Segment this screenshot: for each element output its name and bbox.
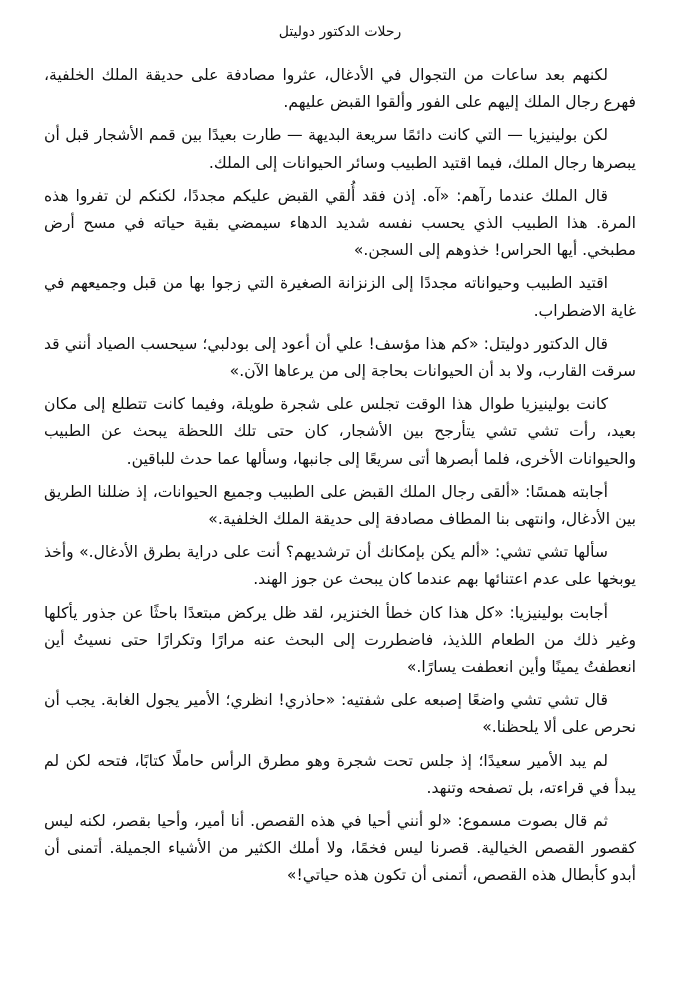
running-head: رحلات الدكتور دوليتل <box>278 24 402 40</box>
paragraph: لكن بولينيزيا — التي كانت دائمًا سريعة البديهة — طارت بعيدًا بين قمم الأشجار قبل أن يبصرها رجال الملك، فيما اقتيد الطبيب وسائر الحيوانات إلى الملك. <box>44 126 636 172</box>
paragraph: كانت بولينيزيا طوال هذا الوقت تجلس على شجرة طويلة، وفيما كانت تتطلع إلى مكان بعيد، رأت تشي تشي يتأرجح بين الأشجار، كان حتى تلك اللحظة يبحث عن الطبيب والحيوانات الأخرى، فلما أبصرها أتى سريعًا إلى جانبها، وسألها عما حدث للباقين. <box>44 395 636 468</box>
body-text <box>44 62 636 890</box>
paragraph: لكنهم بعد ساعات من التجوال في الأدغال، عثروا مصادفة على حديقة الملك الخلفية، فهرع رجال الملك إليهم على الفور وألقوا القبض عليهم. <box>44 66 636 112</box>
paragraph: أجابت بولينيزيا: «كل هذا كان خطأ الخنزير، لقد ظل يركض مبتعدًا باحثًا عن جذور يأكلها وغير ذلك من الطعام اللذيذ، فاضطررت إلى البحث عنه مرارًا وتكرارًا حتى نسيتُ أين انعطفتُ يمينًا وأين انعطفت يسارًا.» <box>44 603 636 677</box>
paragraph: ثم قال بصوت مسموع: «لو أنني أحيا في هذه القصص. أنا أمير، وأحيا بقصر، لكنه ليس كقصور القصص الخيالية. قصرنا ليس فخمًا، ولا أملك الكثير من الأشياء الجميلة. أتمنى أن أبدو كأبطال هذه القصص، أتمنى أن تكون هذه حياتي!» <box>44 812 636 885</box>
paragraph: قال تشي تشي واضعًا إصبعه على شفتيه: «حاذري! انظري؛ الأمير يجول الغابة. يجب أن نحرص على ألا يلحظنا.» <box>44 691 636 737</box>
paragraph: قال الدكتور دوليتل: «كم هذا مؤسف! علي أن أعود إلى بودلبي؛ سيحسب الصياد أنني قد سرقت القارب، ولا بد أن الحيوانات بحاجة إلى من يرعاها الآن.» <box>44 334 636 381</box>
paragraph: سألها تشي تشي: «ألم يكن بإمكانك أن ترشديهم؟ أنت على دراية بطرق الأدغال.» وأخذ يوبخها على عدم اعتنائها بهم عندما كان يبحث عن جوز الهند. <box>44 543 636 589</box>
paragraph: أجابته همسًا: «ألقى رجال الملك القبض على الطبيب وجميع الحيوانات، إذ ضللنا الطريق بين الأدغال، وانتهى بنا المطاف مصادفة إلى حديقة الملك الخلفية.» <box>44 482 636 529</box>
paragraph: اقتيد الطبيب وحيواناته مجددًا إلى الزنزانة الصغيرة التي زجوا بها من قبل وجميعهم في غاية الاضطراب. <box>44 274 636 320</box>
paragraph: قال الملك عندما رآهم: «آه. إذن فقد أُلقي القبض عليكم مجددًا، لكنكم لن تفروا هذه المرة. هذا الطبيب الذي يحسب نفسه شديد الدهاء سيمضي بقية حياته في مسح أرض مطبخي. أيها الحراس! خذوهم إلى السجن.» <box>44 186 636 260</box>
paragraph: لم يبد الأمير سعيدًا؛ إذ جلس تحت شجرة وهو مطرق الرأس حاملًا كتابًا، فتحه لكن لم يبدأ في قراءته، بل تصفحه وتنهد. <box>44 751 636 797</box>
